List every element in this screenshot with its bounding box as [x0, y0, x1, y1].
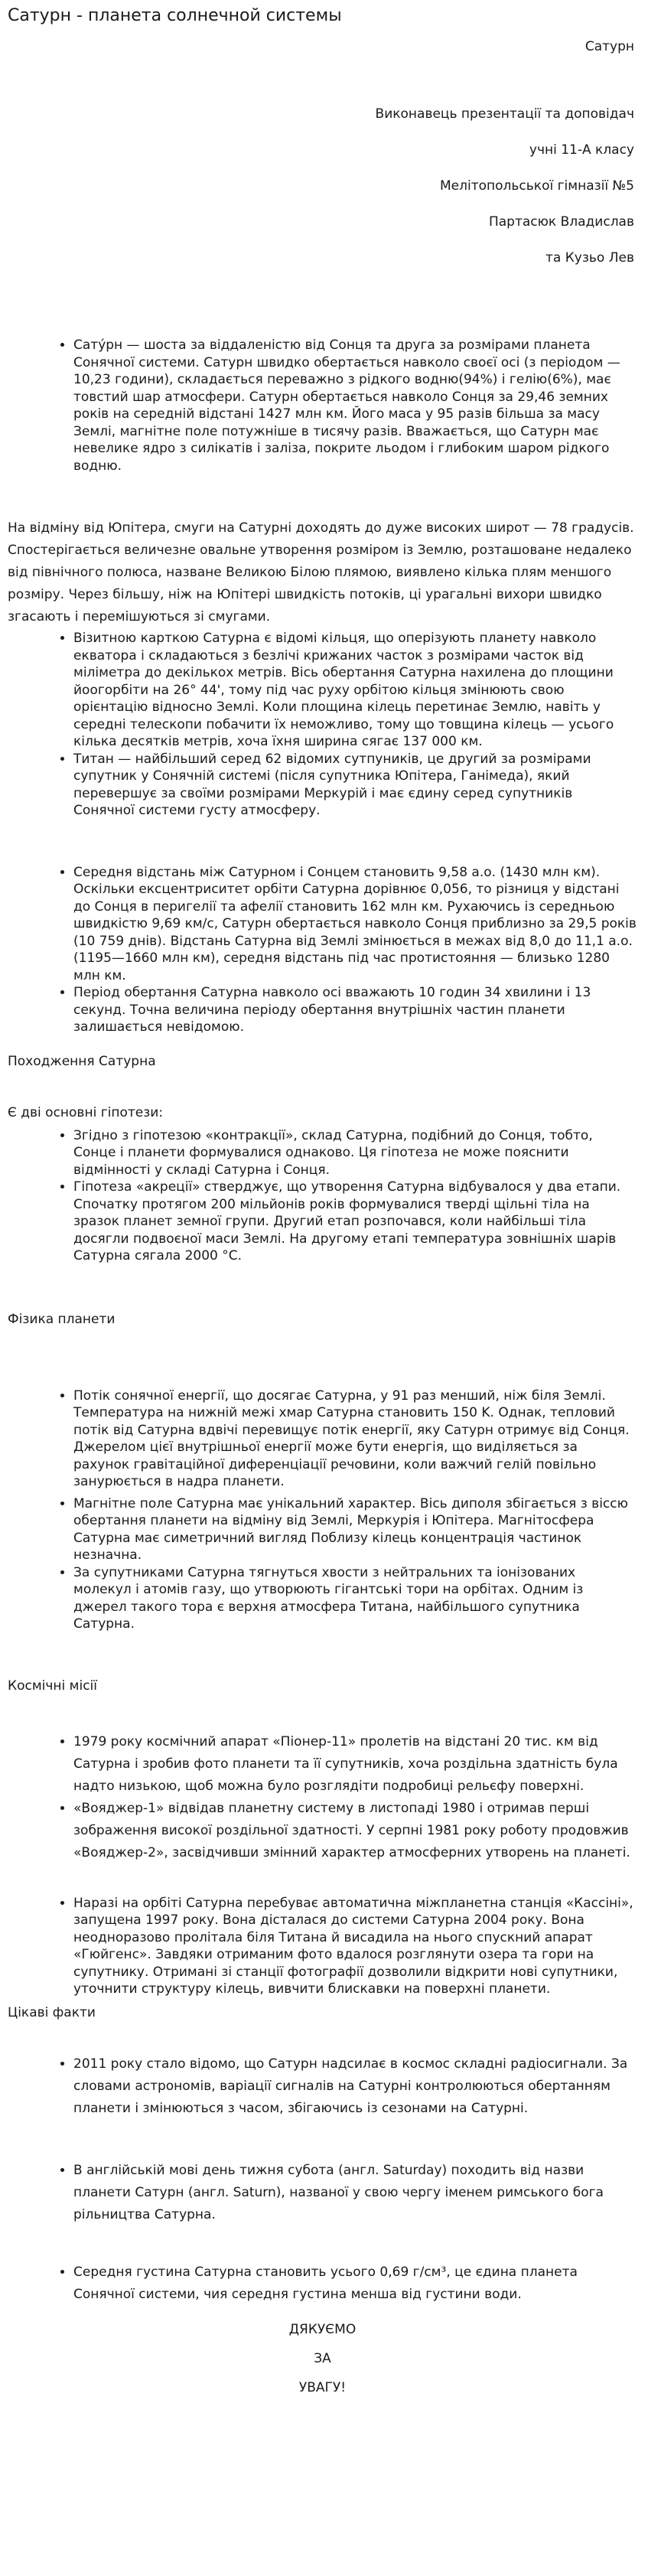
list-item: • Магнітне поле Сатурна має унікальний характер. Вісь диполя збігається з віссю обертання планети на відміну від Землі, Меркурія і Юпітера. Магнітосфера Сатурна має симетричний вигляд Поблизу кілець концентрація частинок незначна.	[73, 1495, 637, 1564]
intro-list	[8, 337, 637, 474]
fact-density-list	[8, 2261, 637, 2306]
document-title: Сатурн - планета солнечной системы	[8, 6, 342, 25]
closing-block	[8, 2315, 637, 2402]
closing-line: ДЯКУЄМО	[288, 2321, 357, 2337]
hypotheses-list	[8, 1127, 637, 1265]
storms-paragraph: На відміну від Юпітера, смуги на Сатурні доходять до дуже високих широт — 78 градусів. Спостерігається величезне овальне утворення розміром із Землю, розташоване недалеко від північного полюса, назване Великою Білою плямою, виявлено кілька плям меншого розміру. Через більшу, ніж на Юпітері швидкість потоків, ці урагальні вихори швидко згасають і перемішуються зі смугами.	[8, 520, 634, 624]
section-heading-physics: Фізика планети	[8, 1311, 116, 1327]
list-item: • «Вояджер-1» відвідав планетну систему в листопаді 1980 і отримав перші зображення високої роздільної здатності. У серпні 1981 року роботу продовжив «Вояджер-2», засвідчивши змінний характер атмосферних утворень на планеті.	[73, 1798, 637, 1864]
list-item: • 1979 року космічний апарат «Піонер-11» пролетів на відстані 20 тис. км від Сатурна і зробив фото планети та її супутників, хоча роздільна здатність була надто низькою, щоб можна було розглядіти подробиці рельєфу поверхні.	[73, 1731, 637, 1798]
list-item: • В англійській мові день тижня субота (англ. Saturday) походить від назви планети Сатурн (англ. Saturn), названої у свою чергу іменем римського бога рільництва Сатурна.	[73, 2160, 637, 2226]
section-heading-origin: Походження Сатурна	[8, 1053, 156, 1069]
list-item: • Згідно з гіпотезою «контракції», склад Сатурна, подібний до Сонця, тобто, Сонце і планети формувалися однаково. Ця гіпотеза не може пояснити відмінності у складі Сатурна і Сонця.	[73, 1127, 637, 1179]
missions-list	[8, 1731, 637, 1864]
orbit-list	[8, 864, 637, 1036]
fact-saturday-list	[8, 2160, 637, 2226]
author-line: Мелітопольської гімназії №5	[440, 178, 634, 194]
document-page	[0, 5, 648, 2402]
intro-paragraph: • Сату́рн — шоста за віддаленістю від Сонця та друга за розмірами планета Сонячної системи. Сатурн швидко обертається навколо своєї осі (з періодом — 10,23 години), складається переважно з рідкого водню(94%) і гелію(6%), має товстий шар атмосфери. Сатурн обертається навколо Сонця за 29,46 земних років на середній відстані 1427 млн км. Його маса у 95 разів більша за масу Землі, магнітне поле потужніше в тисячу разів. Вважається, що Сатурн має невелике ядро з силікатів і заліза, покрите льодом і глибоким шаром рідкого водню.	[73, 337, 637, 474]
list-item: • Період обертання Сатурна навколо осі вважають 10 годин 34 хвилини і 13 секунд. Точна величина періоду обертання внутрішніх частин планети залишається невідомою.	[73, 984, 637, 1036]
list-item: • Візитною карткою Сатурна є відомі кільця, що оперізують планету навколо екватора і складаються з безлічі крижаних часток з розмірами часток від міліметра до декількох метрів. Вісь обертання Сатурна нахилена до площини йоогорбіти на 26° 44', тому під час руху орбітою кільця змінюють свою орієнтацію відносно Землі. Коли площина кілець перетинає Землю, навіть у середні телескопи побачити їх неможливо, тому що товщина кілець — усього кілька десятків метрів, хоча їхня ширина сягає 137 000 км.	[73, 630, 637, 751]
closing-line: УВАГУ!	[298, 2379, 347, 2395]
list-item: • Середня відстань між Сатурном і Сонцем становить 9,58 а.о. (1430 млн км). Оскільки ексцентриситет орбіти Сатурна дорівнює 0,056, то різниця у відстані до Сонця в перигелії та афелії становить 162 млн км. Рухаючись із середньою швидкістю 9,69 км/с, Сатурн обертається навколо Сонця приблизно за 29,5 років (10 759 днів). Відстань Сатурна від Землі змінюється в межах від 8,0 до 11,1 а.о. (1195—1660 млн км), середня відстань під час протистояння — близько 1280 млн км.	[73, 864, 637, 985]
author-line: Виконавець презентації та доповідач	[375, 106, 634, 122]
list-item: • 2011 року стало відомо, що Сатурн надсилає в космос складні радіосигнали. За словами астрономів, варіації сигналів на Сатурні контролюються обертанням планети і змінюються з часом, збігаючись із сезонами на Сатурні.	[73, 2053, 637, 2120]
hypotheses-intro: Є дві основні гіпотези:	[8, 1104, 164, 1120]
closing-line: ЗА	[314, 2350, 331, 2366]
section-heading-facts: Цікаві факти	[8, 2004, 96, 2020]
fact-signals-list	[8, 2053, 637, 2120]
cassini-list	[8, 1895, 637, 1998]
list-item: • Наразі на орбіті Сатурна перебуває автоматична міжпланетна станція «Кассіні», запущена 1997 року. Вона дісталася до системи Сатурна 2004 року. Вона неодноразово пролітала біля Титана й висадила на нього спускний апарат «Гюйгенс». Завдяки отриманим фото вдалося розглянути озера та гори на супутнику. Отримані зі станції фотографії дозволили відкрити нові супутники, уточнити структуру кілець, вивчити блискавки на поверхні планети.	[73, 1895, 637, 1998]
author-line: та Кузьо Лев	[545, 250, 634, 266]
list-item: • Титан — найбільший серед 62 відомих сутпуників, це другий за розмірами супутник у Сонячній системі (після супутника Юпітера, Ганімеда), який перевершує за своїми розмірами Меркурій і має єдину серед супутників Сонячної системи густу атмосферу.	[73, 751, 637, 820]
authors-block	[8, 104, 637, 268]
rings-list	[8, 630, 637, 820]
list-item: • Гіпотеза «акреції» стверджує, що утворення Сатурна відбувалося у два етапи. Спочатку протягом 200 мільйонів років формувалися тверді щільні тіла на зразок планет земної групи. Другий етап розпочався, коли найбільші тіла досягли подвоєної маси Землі. На другому етапі температура зовнішніх шарів Сатурна сягала 2000 °С.	[73, 1179, 637, 1265]
author-line: Партасюк Владислав	[488, 214, 634, 230]
author-line: учні 11-А класу	[529, 142, 634, 158]
document-subtitle: Сатурн	[585, 39, 634, 54]
section-heading-missions: Космічні місії	[8, 1678, 97, 1694]
list-item: • За супутниками Сатурна тягнуться хвости з нейтральних та іонізованих молекул і атомів газу, що утворюють гігантські тори на орбітах. Одним із джерел такого тора є верхня атмосфера Титана, найбільшого супутника Сатурна.	[73, 1564, 637, 1633]
list-item: • Потік сонячної енергії, що досягає Сатурна, у 91 раз менший, ніж біля Землі. Температура на нижній межі хмар Сатурна становить 150 K. Однак, тепловий потік від Сатурна вдвічі перевищує потік енергії, яку Сатурн отримує від Сонця. Джерелом цієї внутрішньої енергії може бути енергія, що виділяється за рахунок гравітаційної диференціації речовини, коли важчий гелій повільно занурюється в надра планети.	[73, 1387, 637, 1491]
list-item: • Середня густина Сатурна становить усього 0,69 г/см³, це єдина планета Сонячної системи, чия середня густина менша від густини води.	[73, 2261, 637, 2306]
physics-list	[8, 1387, 637, 1633]
